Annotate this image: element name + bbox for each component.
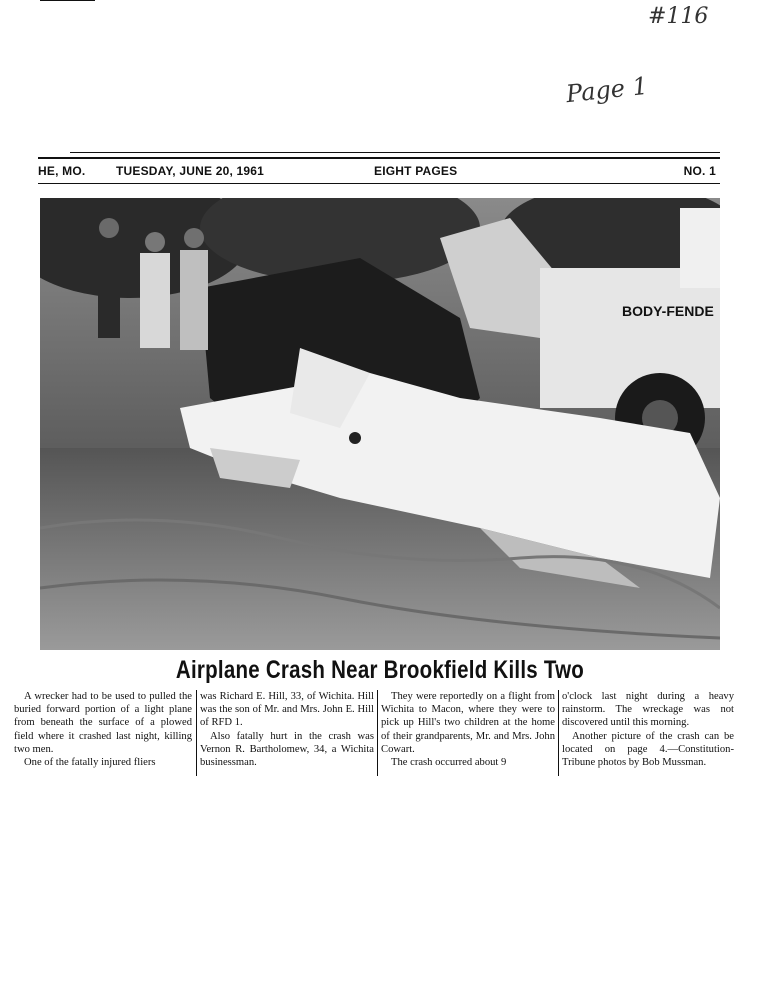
article-column-2 bbox=[200, 690, 374, 769]
article-column-4 bbox=[562, 690, 734, 769]
column-4-paragraph-2: Another picture of the crash can be located on page 4.—Constitution-Tribune photos by Bob Mussman. bbox=[562, 730, 734, 769]
masthead bbox=[38, 162, 720, 182]
column-rule-1 bbox=[196, 690, 197, 776]
column-1-paragraph-2: One of the fatally injured fliers bbox=[24, 757, 156, 769]
masthead-pages: EIGHT PAGES bbox=[374, 164, 458, 178]
crash-photo-illustration bbox=[40, 198, 720, 650]
masthead-city: HE, MO. bbox=[38, 164, 86, 178]
article-headline: Airplane Crash Near Brookfield Kills Two bbox=[175, 656, 585, 684]
column-2-paragraph-2: Also fatally hurt in the crash was Vernon R. Bartholomew, 34, a Wichita businessman. bbox=[200, 730, 374, 769]
column-rule-2 bbox=[377, 690, 378, 776]
masthead-top-rule-thin bbox=[70, 152, 720, 153]
masthead-date: TUESDAY, JUNE 20, 1961 bbox=[116, 164, 265, 178]
column-2-paragraph-1: was Richard E. Hill, 33, of Wichita. Hill was the son of Mr. and Mrs. John E. Hill of RFD 1. bbox=[200, 691, 374, 729]
column-1-paragraph-1: A wrecker had to be used to pulled the buried forward portion of a light plane from beneath the surface of a plowed field where it crashed last night, killing two men. bbox=[14, 691, 192, 755]
column-3-paragraph-1: They were reportedly on a flight from Wichita to Macon, where they were to pick up Hill's two children at the home of their grandparents, Mr. and Mrs. John Cowart. bbox=[381, 691, 555, 755]
crash-photo bbox=[40, 198, 720, 650]
column-4-paragraph-1: o'clock last night during a heavy rainstorm. The wreckage was not discovered until this morning. bbox=[562, 691, 734, 729]
article-column-3 bbox=[381, 690, 555, 769]
masthead-bottom-rule bbox=[38, 183, 720, 184]
page-note-annotation: Page 1 bbox=[564, 71, 650, 109]
column-rule-3 bbox=[558, 690, 559, 776]
masthead-top-rule bbox=[38, 157, 720, 159]
masthead-issue: NO. 1 bbox=[683, 164, 716, 178]
column-3-paragraph-2: The crash occurred about 9 bbox=[391, 757, 507, 769]
archive-number-annotation: #116 bbox=[648, 4, 709, 29]
top-left-mark bbox=[40, 0, 95, 1]
truck-lettering: BODY-FENDE bbox=[622, 303, 714, 319]
article-column-1 bbox=[14, 690, 192, 769]
